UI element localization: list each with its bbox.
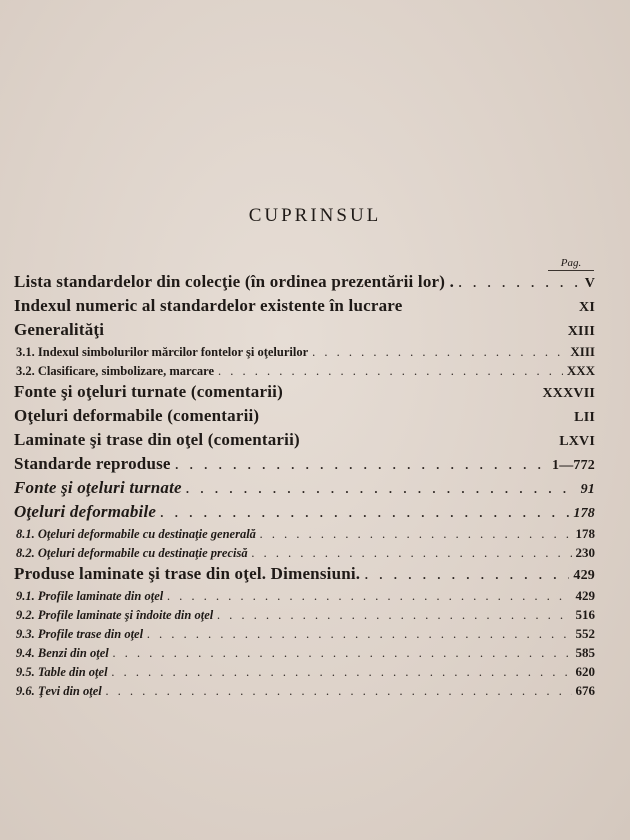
toc-entry-label: 9.5. Table din oţel bbox=[16, 665, 108, 679]
toc-entry-page: XI bbox=[579, 300, 595, 315]
toc-entry bbox=[14, 382, 595, 406]
toc-entry bbox=[14, 526, 595, 545]
toc-entry-label: 9.3. Profile trase din oţel bbox=[16, 627, 144, 641]
toc-entry-page: LXVI bbox=[559, 434, 595, 449]
toc-entry bbox=[14, 664, 595, 683]
page-column-label: Pag. bbox=[548, 256, 594, 271]
leader-dots bbox=[252, 546, 572, 561]
toc-entry-page: XIII bbox=[570, 344, 595, 359]
toc-entry-page: 585 bbox=[575, 645, 595, 660]
toc-entry bbox=[14, 296, 595, 320]
toc-entry-page: XXX bbox=[566, 363, 595, 378]
toc-entry bbox=[14, 502, 595, 526]
toc-entry-label: 9.6. Ţevi din oţel bbox=[16, 684, 102, 698]
leader-dots bbox=[106, 684, 572, 699]
toc-entry bbox=[14, 454, 595, 478]
toc-entry-page: 429 bbox=[575, 588, 595, 603]
toc-entry-page: 91 bbox=[580, 482, 595, 497]
toc-entry bbox=[14, 645, 595, 664]
toc-entry-page: V bbox=[584, 276, 595, 291]
leader-dots bbox=[260, 527, 572, 542]
toc-entry-label: 8.1. Oţeluri deformabile cu destinaţie generală bbox=[16, 527, 256, 541]
toc-entry bbox=[14, 564, 595, 588]
toc-entry-label: Oţeluri deformabile bbox=[14, 502, 157, 521]
leader-dots bbox=[218, 364, 563, 379]
toc-entry-label: Indexul numeric al standardelor existente în lucrare bbox=[14, 296, 403, 315]
toc-entry-label: Lista standardelor din colecţie (în ordinea prezentării lor) . bbox=[14, 272, 455, 291]
toc-entry-label: 9.4. Benzi din oţel bbox=[16, 646, 109, 660]
leader-dots bbox=[175, 454, 548, 474]
leader-dots bbox=[312, 345, 566, 360]
toc-entry-label: Fonte şi oţeluri turnate (comentarii) bbox=[14, 382, 283, 401]
toc-entry-label: Laminate şi trase din oţel (comentarii) bbox=[14, 430, 300, 449]
toc-entry-label: 3.2. Clasificare, simbolizare, marcare bbox=[16, 364, 214, 378]
toc-entry-page: LII bbox=[574, 410, 595, 425]
leader-dots bbox=[147, 627, 571, 642]
toc-entry-label: Fonte şi oţeluri turnate bbox=[14, 478, 182, 497]
leader-dots bbox=[217, 608, 571, 623]
toc-entry bbox=[14, 406, 595, 430]
toc-entry-page: 178 bbox=[573, 506, 595, 521]
toc-entry bbox=[14, 320, 595, 344]
toc-entry-label: Oţeluri deformabile (comentarii) bbox=[14, 406, 260, 425]
toc-entry bbox=[14, 626, 595, 645]
toc-entry-label: 3.1. Indexul simbolurilor mărcilor fontelor şi oţelurilor bbox=[16, 345, 309, 359]
leader-dots bbox=[160, 502, 569, 522]
leader-dots bbox=[112, 665, 572, 680]
toc-entry-label: Generalităţi bbox=[14, 320, 105, 339]
toc-entry-label: 9.1. Profile laminate din oţel bbox=[16, 589, 164, 603]
leader-dots bbox=[364, 564, 569, 584]
toc-entry-page: 230 bbox=[575, 545, 595, 560]
toc-heading: CUPRINSUL bbox=[248, 205, 382, 226]
toc-entry-page: 429 bbox=[573, 568, 595, 583]
toc-entry bbox=[14, 683, 595, 702]
toc-entry bbox=[14, 344, 595, 363]
toc-entry bbox=[14, 363, 595, 382]
toc-entry bbox=[14, 430, 595, 454]
toc-entry bbox=[14, 478, 595, 502]
toc-entry bbox=[14, 545, 595, 564]
toc-entry-page: 552 bbox=[575, 626, 595, 641]
toc-entry-page: 516 bbox=[575, 607, 595, 622]
toc-entry-page: 178 bbox=[575, 526, 595, 541]
toc-entry-page: XXXVII bbox=[542, 386, 595, 401]
toc-entry-page: 676 bbox=[575, 683, 595, 698]
toc-entry bbox=[14, 272, 595, 296]
toc-entry-label: 9.2. Profile laminate şi îndoite din oţel bbox=[16, 608, 214, 622]
toc-entry-label: Standarde reproduse bbox=[14, 454, 171, 473]
toc-entry-label: Produse laminate şi trase din oţel. Dimensiuni. bbox=[14, 564, 361, 583]
leader-dots bbox=[186, 478, 577, 498]
toc-entry bbox=[14, 607, 595, 626]
toc-entry-page: XIII bbox=[567, 324, 595, 339]
toc-entry bbox=[14, 588, 595, 607]
toc-entry-page: 1—772 bbox=[552, 458, 595, 473]
leader-dots bbox=[167, 589, 571, 604]
toc-list bbox=[14, 272, 595, 702]
toc-entry-page: 620 bbox=[575, 664, 595, 679]
leader-dots bbox=[458, 272, 581, 292]
leader-dots bbox=[113, 646, 572, 661]
toc-entry-label: 8.2. Oţeluri deformabile cu destinaţie precisă bbox=[16, 546, 248, 560]
